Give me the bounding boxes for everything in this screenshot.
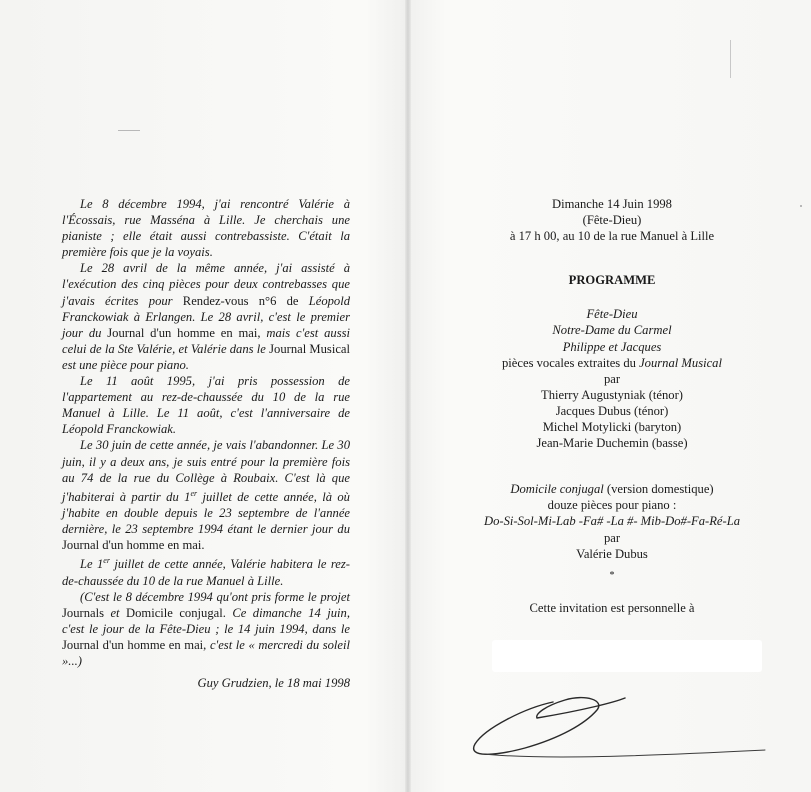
text-run: er bbox=[103, 556, 110, 566]
text-run: Ce dimanche 14 juin, c'est le jour de la Fête-Dieu ; le 14 juin 1994, dans le bbox=[62, 605, 351, 636]
page-fold bbox=[405, 0, 411, 792]
pen-scribble bbox=[465, 680, 785, 770]
text-run: Le 1 bbox=[80, 557, 104, 572]
left-paragraph bbox=[62, 589, 350, 669]
scan-speck bbox=[800, 205, 802, 207]
performer: Thierry Augustyniak (ténor) bbox=[541, 387, 683, 402]
left-paragraph bbox=[62, 196, 350, 260]
right-page-programme bbox=[462, 196, 762, 616]
text-run: er bbox=[190, 488, 198, 498]
text-run: juillet de cette année, Valérie habitera le rez-de-chaussée du 10 de la rue Manuel à Lille. bbox=[62, 557, 350, 588]
author-signature-line: Guy Grudzien, le 18 mai 1998 bbox=[197, 676, 350, 691]
feast-day: (Fête-Dieu) bbox=[582, 213, 642, 228]
spacer bbox=[462, 451, 762, 481]
performer: Jacques Dubus (ténor) bbox=[555, 403, 669, 418]
text-run: Rendez-vous n°6 de bbox=[182, 293, 309, 308]
text-run: Journal Musical bbox=[269, 341, 351, 356]
text-run: (C'est le 8 décembre 1994 qu'ont pris forme le projet bbox=[80, 589, 350, 604]
concert-date: Dimanche 14 Juin 1998 bbox=[552, 197, 672, 211]
text-run: Domicile conjugal. bbox=[126, 605, 233, 620]
left-paragraph bbox=[62, 553, 350, 588]
erased-name-area bbox=[492, 640, 762, 672]
pieces-note: pièces vocales extraites du Journal Musical bbox=[502, 355, 722, 370]
par-label: par bbox=[603, 530, 621, 545]
text-run: Le 11 août 1995, j'ai pris possession de l'appartement au rez-de-chaussée du 10 de la rue Manuel à Lille. Le 11 août, c'est l'anniversaire de Léopold Franckowiak. bbox=[62, 374, 350, 437]
performer: Michel Motylicki (baryton) bbox=[542, 420, 682, 435]
performer: Jean-Marie Duchemin (basse) bbox=[536, 436, 688, 451]
time-and-place: à 17 h 00, au 10 de la rue Manuel à Lille bbox=[509, 229, 715, 244]
piece-title: Fête-Dieu bbox=[586, 307, 638, 322]
par-label: par bbox=[603, 371, 621, 386]
piece-title: Philippe et Jacques bbox=[562, 339, 662, 354]
text-run: est une pièce pour piano. bbox=[62, 357, 189, 372]
text-run: Le 28 avril de la même année, j'ai assisté à l'exécution des cinq pièces pour deux contrebasses que j'avais écrites pour bbox=[62, 261, 350, 308]
text-run: Léopold Franckowiak à Erlangen. Le 28 avril, c'est le premier jour du bbox=[62, 293, 350, 340]
separator-star: * bbox=[609, 569, 615, 581]
text-run: Le 8 décembre 1994, j'ai rencontré Valérie à l'Écossais, rue Masséna à Lille. Je cherchais une pianiste ; elle était aussi contrebassiste. C'était la première fois que je la voyais. bbox=[62, 197, 350, 260]
text-run: Journals bbox=[62, 605, 111, 620]
text-run: Le 30 juin de cette année, je vais l'abandonner. Le 30 juin, il y a deux ans, je suis entré pour la première fois au 74 de la rue du Collège à Roubaix. C'est là que j'habiterai à partir du 1 bbox=[62, 438, 350, 504]
work2-description: douze pièces pour piano : bbox=[547, 498, 677, 513]
work2-title-line: Domicile conjugal (version domestique) bbox=[510, 482, 714, 497]
left-paragraph bbox=[62, 373, 350, 437]
scan-speck bbox=[730, 40, 731, 78]
text-run: Journal d'un homme en mai, bbox=[62, 637, 210, 652]
left-paragraph bbox=[62, 260, 350, 373]
work2-keys: Do-Si-Sol-Mi-Lab -Fa# -La #- Mib-Do#-Fa-Ré-La bbox=[483, 514, 741, 529]
left-page-text bbox=[62, 196, 350, 691]
text-run: mais c'est aussi celui de la Ste Valérie, et Valérie dans le bbox=[62, 325, 351, 356]
left-paragraph bbox=[62, 437, 350, 553]
piece-title: Notre-Dame du Carmel bbox=[552, 323, 672, 338]
invitation-line: Cette invitation est personnelle à bbox=[529, 600, 695, 615]
text-run: Journal d'un homme en mai, bbox=[107, 325, 267, 340]
programme-title: PROGRAMME bbox=[568, 273, 656, 288]
text-run: juillet de cette année, là où j'habite en double depuis le 23 septembre de l'année dernière, le 23 septembre 1994 étant le dernier jour du bbox=[62, 489, 350, 537]
text-run: c'est le « mercredi du soleil »...) bbox=[62, 637, 351, 668]
pianist: Valérie Dubus bbox=[576, 546, 648, 561]
text-run: et bbox=[110, 605, 127, 620]
scan-speck bbox=[118, 130, 140, 131]
text-run: Journal d'un homme en mai. bbox=[62, 538, 205, 553]
